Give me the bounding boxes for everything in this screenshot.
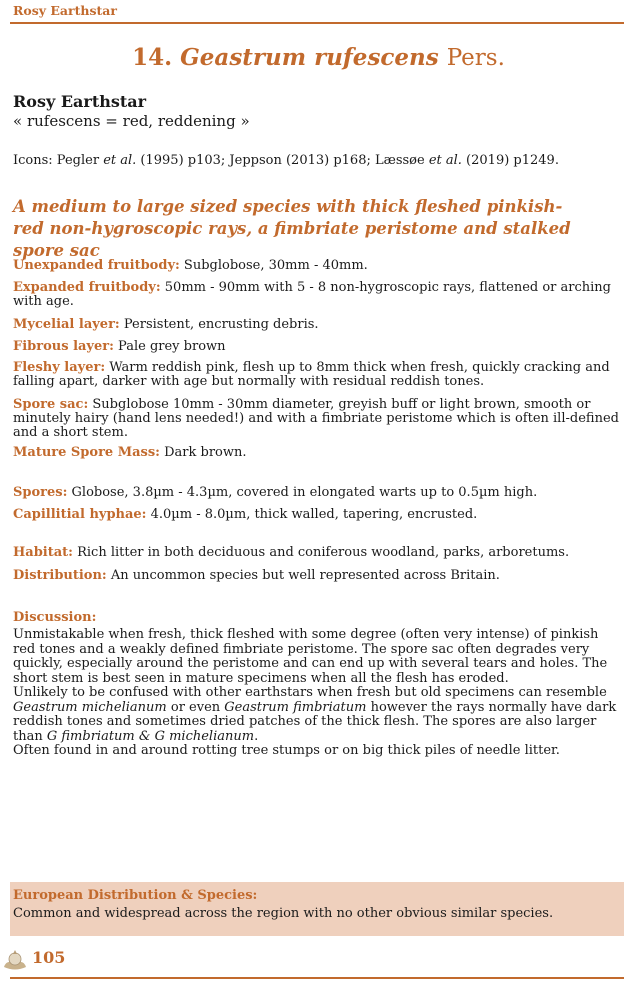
feature-label: Mycelial layer: [13, 317, 120, 332]
european-title: European Distribution & Species: [13, 888, 258, 903]
feature-unexpanded [13, 259, 621, 273]
feature-text: Warm reddish pink, flesh up to 8mm thick when fresh, quickly cracking and falling apart, darker with age but normally with residual reddish tones. [13, 360, 610, 389]
feature-fleshy [13, 361, 621, 389]
feature-label: Spores: [13, 485, 68, 500]
feature-text: Globose, 3.8µm - 4.3µm, covered in elongated warts up to 0.5µm high. [67, 485, 538, 500]
micro-spores [13, 486, 621, 500]
et-al: et al. [103, 153, 137, 168]
species-ref: G fimbriatum & G michelianum [46, 728, 255, 744]
feature-label: Mature Spore Mass: [13, 445, 160, 460]
feature-label: Expanded fruitbody: [13, 280, 161, 295]
habitat [13, 546, 621, 560]
header-divider [10, 22, 624, 24]
feature-text: Dark brown. [159, 445, 247, 460]
feature-label: Capillitial hyphae: [13, 507, 147, 522]
icon-references [13, 153, 559, 168]
discussion-text: or even [166, 699, 225, 715]
species-summary: A medium to large sized species with thick fleshed pinkish-red non-hygroscopic rays, a fimbriate peristome and stalked spore sac [13, 197, 571, 260]
feature-text: Subglobose, 30mm - 40mm. [179, 258, 368, 273]
discussion-paragraph [13, 686, 623, 744]
discussion-text: . [254, 728, 259, 744]
feature-spore-sac [13, 398, 621, 440]
feature-label: Unexpanded fruitbody: [13, 258, 180, 273]
species-ref: Geastrum michelianum [13, 699, 167, 715]
feature-spore-mass [13, 446, 621, 460]
etymology: « rufescens = red, reddening » [13, 112, 250, 130]
species-number: 14. [132, 44, 173, 71]
discussion-body [13, 628, 623, 759]
feature-fibrous [13, 340, 621, 354]
feature-label: Habitat: [13, 545, 73, 560]
species-title [0, 44, 637, 71]
discussion-text: Unlikely to be confused with other earthstars when fresh but old specimens can resemble [13, 685, 607, 700]
species-ref: Geastrum fimbriatum [224, 699, 367, 715]
icons-label: Icons: Pegler [13, 153, 104, 168]
common-name: Rosy Earthstar [13, 92, 147, 111]
distribution [13, 569, 621, 583]
feature-text: Rich litter in both deciduous and coniferous woodland, parks, arboretums. [72, 545, 570, 560]
feature-label: Fleshy layer: [13, 360, 106, 375]
feature-label: Distribution: [13, 568, 107, 583]
page-number: 105 [32, 948, 66, 967]
discussion-paragraph: Unmistakable when fresh, thick fleshed with some degree (often very intense) of pinkish red tones and a weakly defined fimbriate peristome. The spore sac often degrades very quickly, especially around the peristome and can end up with several tears and holes. The short stem is best seen in mature specimens when all the flesh has eroded. [13, 627, 608, 686]
micro-capillitium [13, 508, 621, 522]
feature-text: An uncommon species but well represented across Britain. [106, 568, 500, 583]
feature-text: Persistent, encrusting debris. [119, 317, 319, 332]
discussion-heading: Discussion: [13, 610, 97, 625]
feature-label: Fibrous layer: [13, 339, 114, 354]
footer-divider [10, 977, 624, 979]
discussion-paragraph: Often found in and around rotting tree stumps or on big thick piles of needle litter. [13, 743, 560, 758]
earthstar-icon [2, 945, 28, 973]
latin-name: Geastrum rufescens [180, 44, 439, 71]
feature-text: Subglobose 10mm - 30mm diameter, greyish buff or light brown, smooth or minutely hairy (hand lens needed!) and with a fimbriate peristome which is often ill-defined and a short stem. [13, 397, 619, 440]
feature-expanded [13, 281, 621, 309]
discussion-text: however the rays normally have dark reddish tones and sometimes dried patches of the thick flesh. The spores are also larger than [13, 699, 617, 744]
icons-ref: (1995) p103; Jeppson (2013) p168; Læssøe [136, 153, 429, 168]
running-header: Rosy Earthstar [13, 3, 117, 18]
european-distribution-box [10, 882, 624, 936]
icons-ref: (2019) p1249. [461, 153, 559, 168]
feature-text: 50mm - 90mm with 5 - 8 non-hygroscopic rays, flattened or arching with age. [13, 280, 611, 309]
authority: Pers. [446, 45, 505, 71]
feature-label: Spore sac: [13, 397, 89, 412]
et-al: et al. [428, 153, 462, 168]
european-text: Common and widespread across the region with no other obvious similar species. [13, 906, 554, 921]
feature-mycelial [13, 318, 621, 332]
feature-text: Pale grey brown [113, 339, 226, 354]
feature-text: 4.0µm - 8.0µm, thick walled, tapering, encrusted. [146, 507, 478, 522]
